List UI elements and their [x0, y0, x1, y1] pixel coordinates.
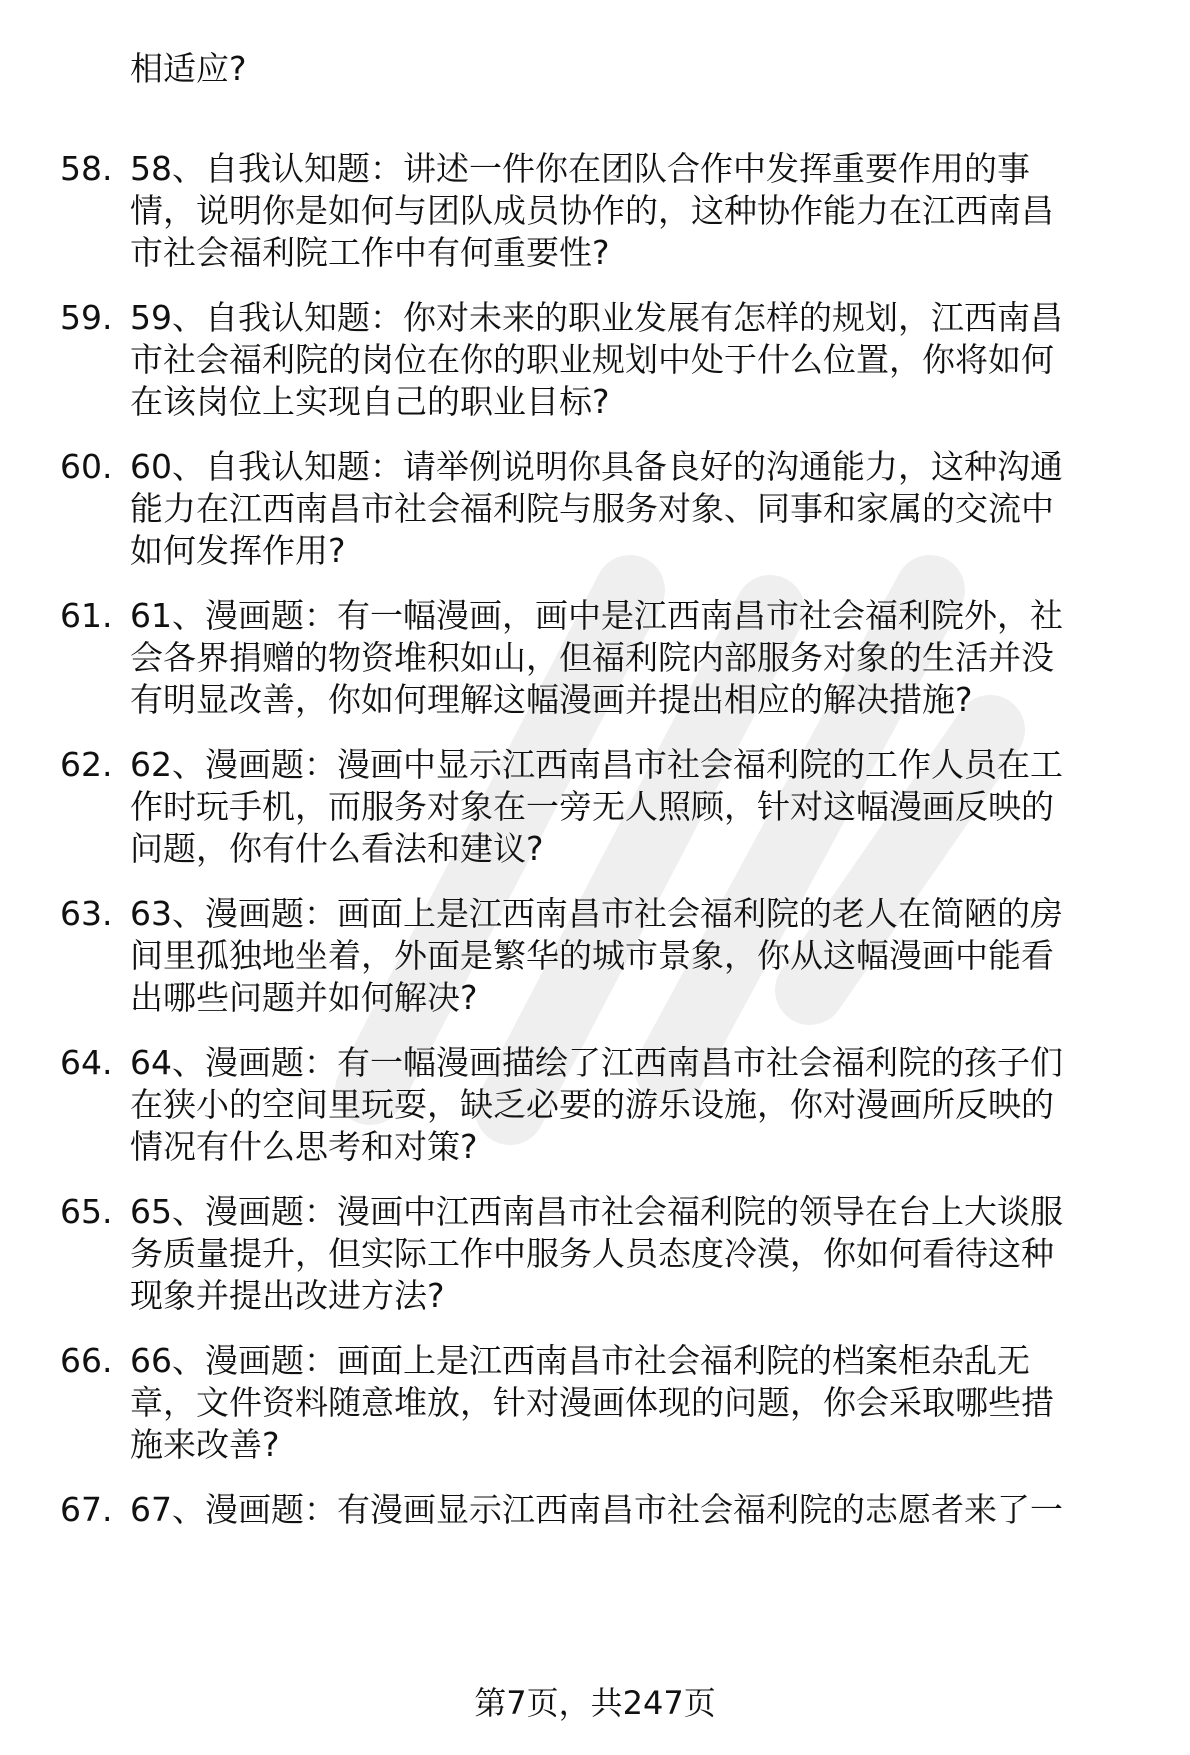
- question-text-line: 间里孤独地坐着，外面是繁华的城市景象，你从这幅漫画中能看: [130, 936, 1054, 975]
- question-text: [130, 148, 1150, 274]
- question-text-line: 61、漫画题：有一幅漫画，画中是江西南昌市社会福利院外，社: [130, 596, 1063, 635]
- question-text-line: 会各界捐赠的物资堆积如山，但福利院内部服务对象的生活并没: [130, 638, 1054, 677]
- question-text: [130, 744, 1150, 870]
- question-text-line: 现象并提出改进方法?: [130, 1276, 445, 1315]
- question-number: 58.: [60, 149, 113, 188]
- question-number: 61.: [60, 596, 113, 635]
- question-text: [130, 297, 1150, 423]
- question-number: 63.: [60, 894, 113, 933]
- question-text-line: 情，说明你是如何与团队成员协作的，这种协作能力在江西南昌: [130, 191, 1054, 230]
- question-text-line: 市社会福利院工作中有何重要性?: [130, 233, 610, 272]
- question-text: [130, 1191, 1150, 1317]
- question-text-line: 64、漫画题：有一幅漫画描绘了江西南昌市社会福利院的孩子们: [130, 1043, 1063, 1082]
- question-text: [130, 1042, 1150, 1168]
- question-text: [130, 893, 1150, 1019]
- question-number: 66.: [60, 1341, 113, 1380]
- question-text-line: 章，文件资料随意堆放，针对漫画体现的问题，你会采取哪些措: [130, 1383, 1054, 1422]
- question-number: 67.: [60, 1490, 113, 1529]
- question-text-line: 在狭小的空间里玩耍，缺乏必要的游乐设施，你对漫画所反映的: [130, 1085, 1054, 1124]
- question-text-line: 情况有什么思考和对策?: [130, 1127, 478, 1166]
- question-text-line: 有明显改善，你如何理解这幅漫画并提出相应的解决措施?: [130, 680, 973, 719]
- question-text: [130, 595, 1150, 721]
- question-text-line: 66、漫画题：画面上是江西南昌市社会福利院的档案柜杂乱无: [130, 1341, 1030, 1380]
- page-footer: 第7页，共247页: [474, 1684, 716, 1722]
- question-text-line: 务质量提升，但实际工作中服务人员态度冷漠，你如何看待这种: [130, 1234, 1054, 1273]
- question-number: 59.: [60, 298, 113, 337]
- question-text-line: 能力在江西南昌市社会福利院与服务对象、同事和家属的交流中: [130, 489, 1054, 528]
- question-text: [130, 1489, 1150, 1531]
- question-text-line: 市社会福利院的岗位在你的职业规划中处于什么位置，你将如何: [130, 340, 1054, 379]
- question-text-line: 如何发挥作用?: [130, 531, 346, 570]
- question-text-line: 65、漫画题：漫画中江西南昌市社会福利院的领导在台上大谈服: [130, 1192, 1063, 1231]
- continuation-text: 相适应?: [130, 49, 247, 88]
- question-text-line: 63、漫画题：画面上是江西南昌市社会福利院的老人在简陋的房: [130, 894, 1063, 933]
- question-text-line: 问题，你有什么看法和建议?: [130, 829, 544, 868]
- question-number: 64.: [60, 1043, 113, 1082]
- question-text-line: 59、自我认知题：你对未来的职业发展有怎样的规划，江西南昌: [130, 298, 1063, 337]
- question-text-line: 作时玩手机，而服务对象在一旁无人照顾，针对这幅漫画反映的: [130, 787, 1054, 826]
- question-text-line: 施来改善?: [130, 1425, 280, 1464]
- question-text-line: 58、自我认知题：讲述一件你在团队合作中发挥重要作用的事: [130, 149, 1030, 188]
- question-text: [130, 1340, 1150, 1466]
- question-number: 62.: [60, 745, 113, 784]
- question-text-line: 出哪些问题并如何解决?: [130, 978, 478, 1017]
- question-number: 60.: [60, 447, 113, 486]
- question-text-line: 在该岗位上实现自己的职业目标?: [130, 382, 610, 421]
- question-number: 65.: [60, 1192, 113, 1231]
- question-text-line: 60、自我认知题：请举例说明你具备良好的沟通能力，这种沟通: [130, 447, 1063, 486]
- question-text-line: 67、漫画题：有漫画显示江西南昌市社会福利院的志愿者来了一: [130, 1490, 1063, 1529]
- question-text: [130, 446, 1150, 572]
- question-text-line: 62、漫画题：漫画中显示江西南昌市社会福利院的工作人员在工: [130, 745, 1063, 784]
